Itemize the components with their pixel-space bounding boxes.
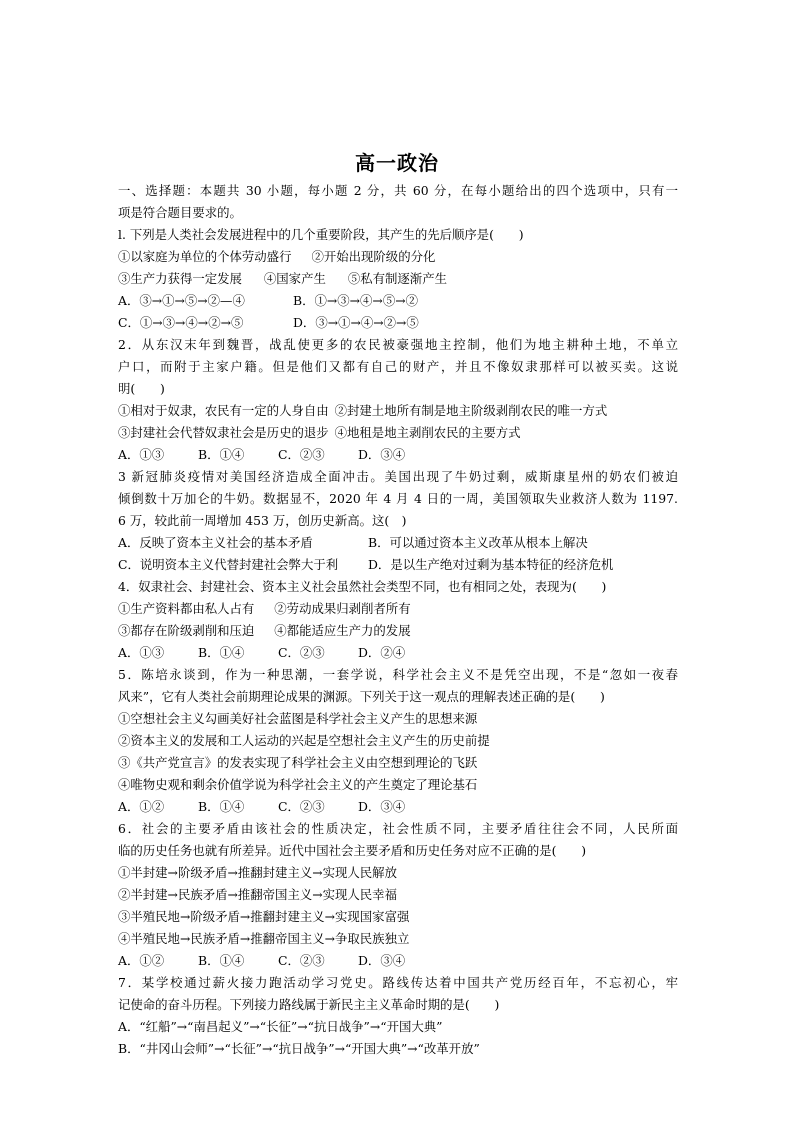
question-stem-line: 4．奴隶社会、封建社会、资本主义社会虽然社会类型不同，也有相同之处，表现为( ) <box>118 579 607 594</box>
statement: ①生产资料都由私人占有 <box>118 601 255 616</box>
statement: ③生产力获得一定发展 <box>118 271 242 286</box>
statement-row <box>118 268 678 290</box>
statement-row <box>118 246 678 268</box>
question-stem-line: 记使命的奋斗历程。下列接力路线属于新民主主义革命时期的是( ) <box>118 997 500 1012</box>
question-stem-line: 5．陈培永谈到，作为一种思潮，一套学说，科学社会主义不是凭空出现，不是“忽如一夜春 <box>118 667 678 682</box>
answer-option[interactable]: A．“红船”→“南昌起义”→“长征”→“抗日战争”→“开国大典” <box>118 1019 443 1034</box>
statement: ④都能适应生产力的发展 <box>274 623 411 638</box>
statement-row <box>118 400 678 422</box>
page-title: 高一政治 <box>355 151 439 175</box>
question-stem-line: 倾倒数十万加仑的牛奶。数据显不，2020 年 4 月 4 日的一周，美国领取失业救济人数为 1197. <box>118 491 678 506</box>
options-row <box>118 1016 678 1038</box>
answer-option[interactable]: C．说明资本主义代替封建社会弊大于利 <box>118 557 339 572</box>
question-stem-line: 2．从东汉末年到魏晋，战乱使更多的农民被豪强地主控制，他们为地主耕种土地，不单立 <box>118 337 678 352</box>
statement-row <box>118 708 678 730</box>
question-stem-line: 户口，而附于主家户籍。但是他们又都有自己的财产，并且不像奴隶那样可以被买卖。这说 <box>118 359 678 374</box>
statement-row <box>118 928 678 950</box>
statement: ③都存在阶级剥削和压迫 <box>118 623 255 638</box>
question-item <box>118 972 678 1060</box>
statement-row <box>118 906 678 928</box>
question-stem-line: 6 万，较此前一周增加 453 万，创历史新高。这( ) <box>118 513 407 528</box>
statement-row <box>118 620 678 642</box>
statement-row <box>118 774 678 796</box>
answer-option[interactable]: C．②③ <box>278 645 325 660</box>
question-item <box>118 664 678 818</box>
statement: ④国家产生 <box>263 271 326 286</box>
statement-row <box>118 884 678 906</box>
statement: ①以家庭为单位的个体劳动盛行 <box>118 249 292 264</box>
question-stem-line: 临的历史任务也就有所差异。近代中国社会主要矛盾和历史任务对应不正确的是( ) <box>118 843 587 858</box>
options-row <box>118 950 678 972</box>
answer-option[interactable]: B．①④ <box>198 953 245 968</box>
statement: ①半封建→阶级矛盾→推翻封建主义→实现人民解放 <box>118 865 397 880</box>
answer-option[interactable]: C．②③ <box>278 799 325 814</box>
answer-option[interactable]: B．①④ <box>198 799 245 814</box>
section-header-line: 一、选择题：本题共 30 小题，每小题 2 分，共 60 分，在每小题给出的四个选项中，只有一 <box>118 183 678 198</box>
question-stem-line: 3 新冠肺炎疫情对美国经济造成全面冲击。美国出现了牛奶过剩，威斯康星州的奶农们被迫 <box>118 469 678 484</box>
question-item <box>118 576 678 664</box>
options-row <box>118 312 678 334</box>
statement: ③《共产党宣言》的发表实现了科学社会主义由空想到理论的飞跃 <box>118 755 478 770</box>
question-list <box>118 180 678 1060</box>
questions-container <box>118 224 678 1060</box>
statement: ①空想社会主义勾画美好社会蓝图是科学社会主义产生的思想来源 <box>118 711 478 726</box>
answer-option[interactable]: A．①② <box>118 953 165 968</box>
statement: ④半殖民地→民族矛盾→推翻帝国主义→争取民族独立 <box>118 931 410 946</box>
question-stem-line: 明( ) <box>118 381 165 396</box>
statement: ③封建社会代替奴隶社会是历史的退步 <box>118 425 329 440</box>
options-row <box>118 290 678 312</box>
answer-option[interactable]: D．③→①→④→②→⑤ <box>293 315 419 330</box>
options-row <box>118 532 678 554</box>
answer-option[interactable]: C．②③ <box>278 953 325 968</box>
answer-option[interactable]: A．①③ <box>118 447 165 462</box>
statement: ③半殖民地→阶级矛盾→推翻封建主义→实现国家富强 <box>118 909 410 924</box>
statement: ②开始出现阶级的分化 <box>311 249 436 264</box>
statement-row <box>118 752 678 774</box>
question-stem-line: 6．社会的主要矛盾由该社会的性质决定，社会性质不同，主要矛盾往往会不同，人民所面 <box>118 821 678 836</box>
answer-option[interactable]: D．③④ <box>358 953 406 968</box>
answer-option[interactable]: D．是以生产绝对过剩为基本特征的经济危机 <box>368 557 614 572</box>
statement: ④地租是地主剥削农民的主要方式 <box>334 425 521 440</box>
statement-row <box>118 730 678 752</box>
options-row <box>118 1038 678 1060</box>
answer-option[interactable]: C．②③ <box>278 447 325 462</box>
question-stem-line: 风来”，它有人类社会前期理论成果的渊源。下列关于这一观点的理解表述正确的是( ) <box>118 689 605 704</box>
question-item <box>118 466 678 576</box>
answer-option[interactable]: B．可以通过资本主义改革从根本上解决 <box>368 535 588 550</box>
statement: ②资本主义的发展和工人运动的兴起是空想社会主义产生的历史前提 <box>118 733 490 748</box>
answer-option[interactable]: D．③④ <box>358 799 406 814</box>
options-row <box>118 444 678 466</box>
answer-option[interactable]: D．②④ <box>358 645 406 660</box>
answer-option[interactable]: D．③④ <box>358 447 406 462</box>
statement-row <box>118 862 678 884</box>
question-item <box>118 224 678 334</box>
answer-option[interactable]: C．①→③→④→②→⑤ <box>118 315 244 330</box>
statement: ⑤私有制逐渐产生 <box>347 271 447 286</box>
answer-option[interactable]: B．①④ <box>198 447 245 462</box>
statement-row <box>118 598 678 620</box>
answer-option[interactable]: A．反映了资本主义社会的基本矛盾 <box>118 535 313 550</box>
statement-row <box>118 422 678 444</box>
section-header-line: 项是符合题目要求的。 <box>118 205 242 220</box>
question-stem-line: 7．某学校通过薪火接力跑活动学习党史。路线传达着中国共产党历经百年，不忘初心，牢 <box>118 975 678 990</box>
statement: ②劳动成果归剥削者所有 <box>274 601 411 616</box>
question-item <box>118 334 678 466</box>
options-row <box>118 796 678 818</box>
answer-option[interactable]: A．③→①→⑤→②—④ <box>118 293 245 308</box>
answer-option[interactable]: B．①→③→④→⑤→② <box>293 293 418 308</box>
statement: ①相对于奴隶，农民有一定的人身自由 <box>118 403 329 418</box>
statement: ②封建土地所有制是地主阶级剥削农民的唯一方式 <box>334 403 608 418</box>
statement: ④唯物史观和剩余价值学说为科学社会主义的产生奠定了理论基石 <box>118 777 478 792</box>
answer-option[interactable]: A．①③ <box>118 645 165 660</box>
answer-option[interactable]: A．①② <box>118 799 165 814</box>
options-row <box>118 554 678 576</box>
question-item <box>118 818 678 972</box>
statement: ②半封建→民族矛盾→推翻帝国主义→实现人民幸福 <box>118 887 397 902</box>
options-row <box>118 642 678 664</box>
answer-option[interactable]: B．“井冈山会师”→“长征”→“抗日战争”→“开国大典”→“改革开放” <box>118 1041 480 1056</box>
answer-option[interactable]: B．①④ <box>198 645 245 660</box>
question-stem-line: l. 下列是人类社会发展进程中的几个重要阶段，其产生的先后顺序是( ) <box>118 227 524 242</box>
